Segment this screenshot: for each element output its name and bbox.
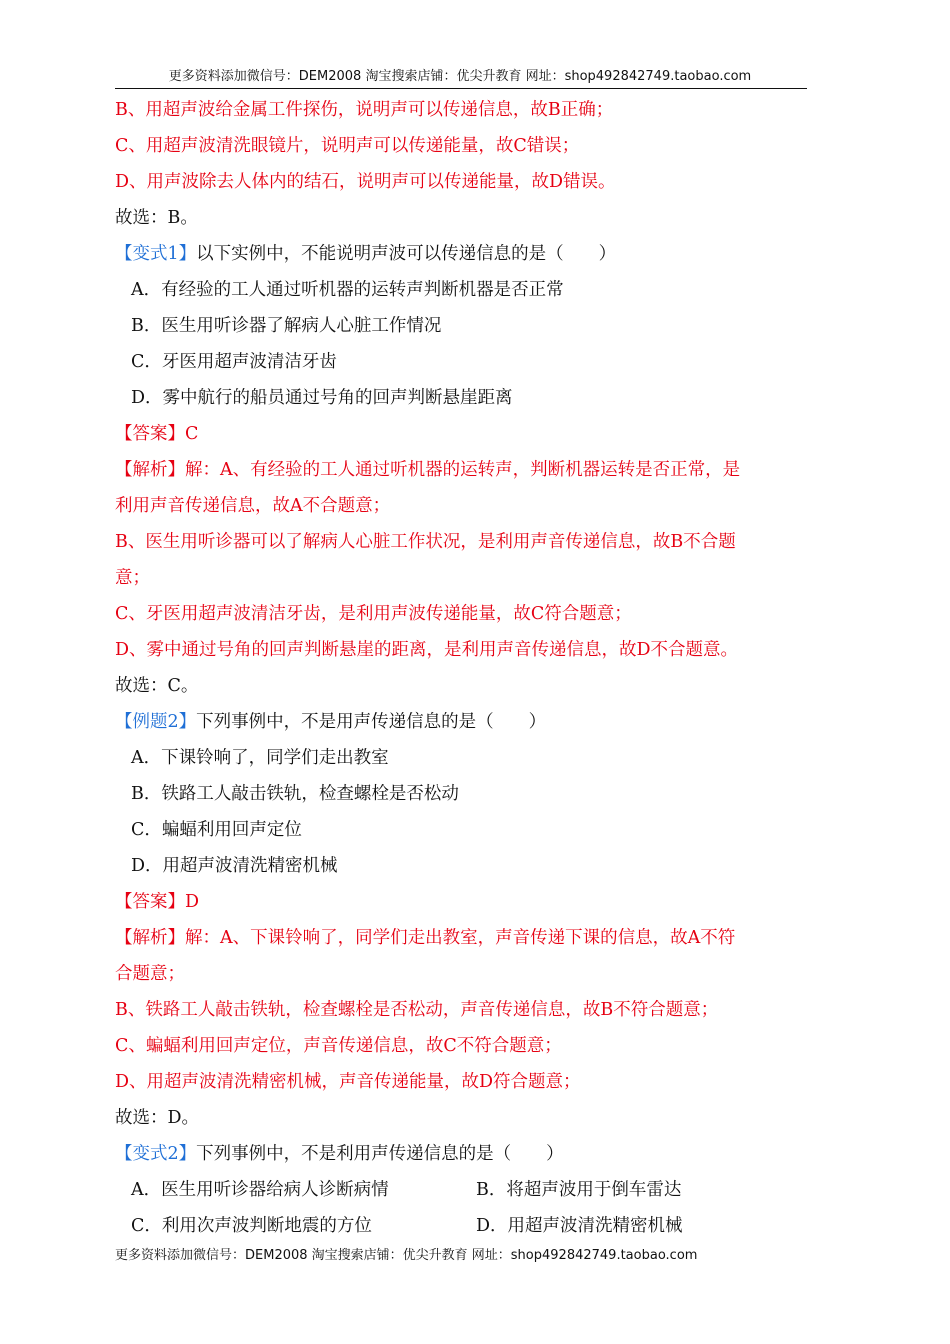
- question-tag: 【例题2】: [115, 712, 197, 732]
- analysis-line: B、医生用听诊器可以了解病人心脏工作状况，是利用声音传递信息，故B不合题: [115, 532, 736, 552]
- analysis-line: C、牙医用超声波清洁牙齿，是利用声波传递能量，故C符合题意；: [115, 604, 632, 624]
- analysis-line: [115, 452, 810, 488]
- analysis-line: C、用超声波清洗眼镜片，说明声可以传递能量，故C错误；: [115, 136, 580, 156]
- option-a: A．下课铃响了，同学们走出教室: [131, 748, 389, 768]
- option-d: D．用超声波清洗精密机械: [131, 856, 338, 876]
- option-a: A．医生用听诊器给病人诊断病情: [131, 1180, 389, 1200]
- document-body: [115, 92, 810, 1244]
- option-d: D．雾中航行的船员通过号角的回声判断悬崖距离: [131, 388, 513, 408]
- analysis-line: B、铁路工人敲击铁轨，检查螺栓是否松动，声音传递信息，故B不符合题意；: [115, 1000, 719, 1020]
- answer-value: D: [185, 892, 200, 912]
- answer-tag: 【答案】: [115, 424, 185, 444]
- page-footer: 更多资料添加微信号：DEM2008 淘宝搜索店铺：优尖升教育 网址：shop492842749.taobao.com: [115, 1248, 698, 1263]
- analysis-text: 解：A、下课铃响了，同学们走出教室，声音传递下课的信息，故A不符: [185, 928, 736, 948]
- question-tag: 【变式1】: [115, 244, 197, 264]
- option-b: B．将超声波用于倒车雷达: [476, 1180, 682, 1200]
- question-example-2: [115, 704, 810, 740]
- answer-line: [115, 416, 810, 452]
- analysis-line: C、蝙蝠利用回声定位，声音传递信息，故C不符合题意；: [115, 1036, 562, 1056]
- page-header: 更多资料添加微信号：DEM2008 淘宝搜索店铺：优尖升教育 网址：shop492842749.taobao.com: [168, 69, 752, 84]
- option-b: B．铁路工人敲击铁轨，检查螺栓是否松动: [131, 784, 459, 804]
- option-c: C．利用次声波判断地震的方位: [131, 1216, 372, 1236]
- analysis-line: D、雾中通过号角的回声判断悬崖的距离，是利用声音传递信息，故D不合题意。: [115, 640, 739, 660]
- analysis-line: 合题意；: [115, 964, 185, 984]
- question-text: 下列事例中，不是利用声传递信息的是（ ）: [196, 1144, 564, 1164]
- option-c: C．蝙蝠利用回声定位: [131, 820, 302, 840]
- answer-value: C: [185, 424, 199, 444]
- analysis-line: 利用声音传递信息，故A不合题意；: [115, 496, 391, 516]
- analysis-text: 解：A、有经验的工人通过听机器的运转声，判断机器运转是否正常，是: [185, 460, 741, 480]
- option-d: D．用超声波清洗精密机械: [476, 1216, 683, 1236]
- answer-line: [115, 884, 810, 920]
- header-rule: [115, 88, 807, 89]
- analysis-tag: 【解析】: [115, 928, 185, 948]
- option-row: [115, 1172, 810, 1208]
- choice-line: 故选：D。: [115, 1108, 200, 1128]
- answer-tag: 【答案】: [115, 892, 185, 912]
- choice-line: 故选：C。: [115, 676, 199, 696]
- analysis-line: D、用超声波清洗精密机械，声音传递能量，故D符合题意；: [115, 1072, 581, 1092]
- option-a: A．有经验的工人通过听机器的运转声判断机器是否正常: [131, 280, 564, 300]
- question-variant-2: [115, 1136, 810, 1172]
- analysis-line: B、用超声波给金属工件探伤，说明声可以传递信息，故B正确；: [115, 100, 614, 120]
- question-variant-1: [115, 236, 810, 272]
- question-tag: 【变式2】: [115, 1144, 197, 1164]
- analysis-tag: 【解析】: [115, 460, 185, 480]
- analysis-line: 意；: [115, 568, 150, 588]
- option-b: B．医生用听诊器了解病人心脏工作情况: [131, 316, 442, 336]
- analysis-line: [115, 920, 810, 956]
- choice-line: 故选：B。: [115, 208, 198, 228]
- analysis-line: D、用声波除去人体内的结石，说明声可以传递能量，故D错误。: [115, 172, 616, 192]
- option-c: C．牙医用超声波清洁牙齿: [131, 352, 337, 372]
- option-row: [115, 1208, 810, 1244]
- question-text: 下列事例中，不是用声传递信息的是（ ）: [196, 712, 547, 732]
- question-text: 以下实例中，不能说明声波可以传递信息的是（ ）: [196, 244, 617, 264]
